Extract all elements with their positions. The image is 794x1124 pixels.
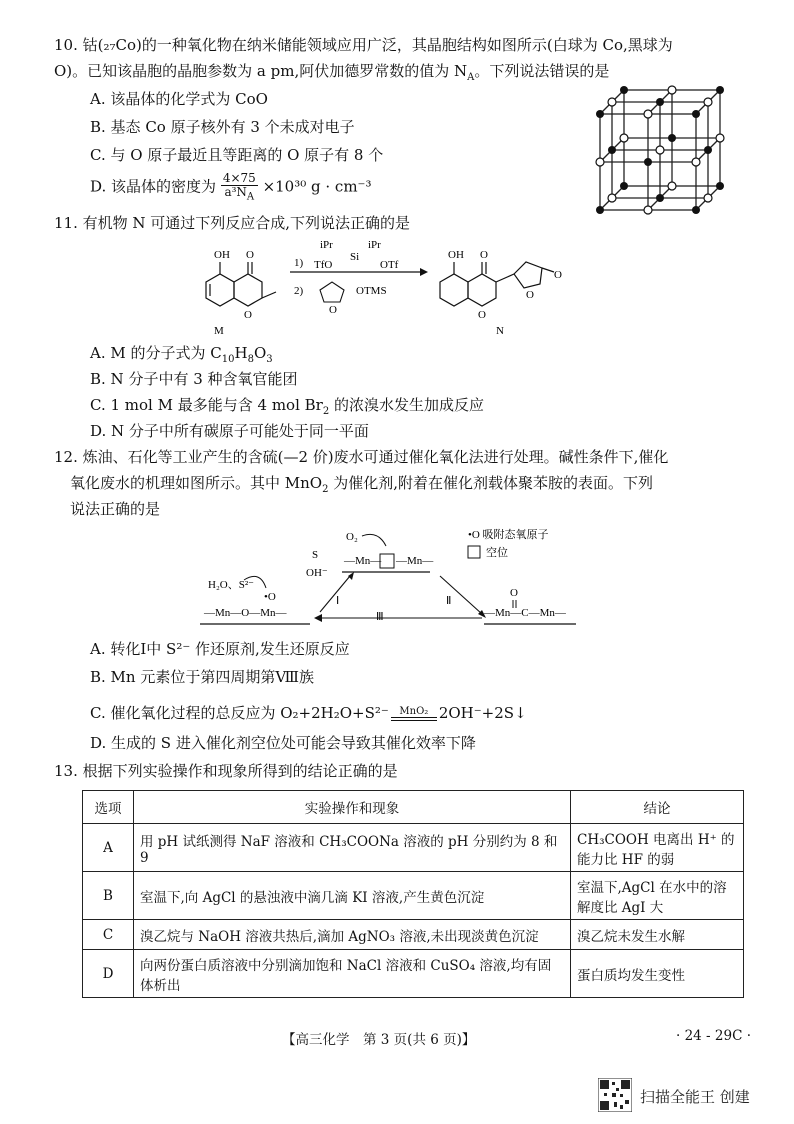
legend-vacancy: 空位	[486, 547, 508, 559]
svg-text:OH⁻: OH⁻	[306, 567, 328, 579]
density-fraction: $\frac{4\times 75}{a^3N_A}$	[222, 171, 256, 203]
m-oh-label: OH	[214, 249, 230, 261]
q10-stem-line1: 10. 钴(₂₇Co)的一种氧化物在纳米储能领域应用广泛，其晶胞结构如图所示(白球为 Co,黑球为	[54, 36, 673, 54]
crystal-cell-figure	[590, 80, 732, 216]
q13-stem: 13. 根据下列实验操作和现象所得到的结论正确的是	[54, 762, 398, 780]
m-carbonyl-o: O	[246, 249, 254, 261]
molecule-n	[440, 262, 554, 306]
svg-text:OTMS: OTMS	[356, 285, 387, 297]
header-conclusion: 结论	[571, 791, 744, 824]
table-row: B 室温下,向 AgCl 的悬浊液中滴几滴 KI 溶液,产生黄色沉淀 室温下,AgCl 在水中的溶解度比 AgI 大	[83, 872, 744, 920]
q12-stem-line2: 氧化废水的机理如图所示。其中 MnO$_2$ 为催化剂,附着在催化剂载体聚苯胺的表面。下列	[70, 474, 654, 495]
svg-text:iPr: iPr	[320, 239, 333, 251]
svg-text:TfO: TfO	[314, 259, 333, 271]
svg-text:—Mn—C—Mn—: —Mn—C—Mn—	[484, 607, 566, 619]
n-oh-label: OH	[448, 249, 464, 261]
page-code: · 24 - 29C ·	[676, 1028, 751, 1044]
page-footer: 【高三化学 第 3 页(共 6 页)】	[282, 1032, 476, 1048]
table-row: D 向两份蛋白质溶液中分别滴加饱和 NaCl 溶液和 CuSO₄ 溶液,均有固体析出 蛋白质均发生变性	[83, 950, 744, 998]
experiment-table	[82, 790, 744, 998]
n-carbonyl-o: O	[480, 249, 488, 261]
table-row: A 用 pH 试纸测得 NaF 溶液和 CH₃COONa 溶液的 pH 分别约为 8 和 9 CH₃COOH 电离出 H⁺ 的能力比 HF 的弱	[83, 824, 744, 872]
q11-option-d: D. N 分子中所有碳原子可能处于同一平面	[90, 422, 369, 440]
svg-text:Ⅲ: Ⅲ	[376, 611, 384, 623]
mechanism-diagram	[200, 522, 580, 634]
q12-stem-line1: 12. 炼油、石化等工业产生的含硫(—2 价)废水可通过催化氧化法进行处理。碱性条件下,催化	[54, 448, 669, 466]
svg-text:Ⅱ: Ⅱ	[446, 595, 452, 607]
legend-vacancy-box	[468, 546, 480, 558]
svg-text:O: O	[510, 587, 518, 599]
q10-stem-line2: O)。已知该晶胞的晶胞参数为 a pm,阿伏加德罗常数的值为 $N_A$。下列说法错误的是	[54, 62, 610, 83]
q11-option-c: C. 1 mol M 最多能与含 4 mol $Br_2$ 的浓溴水发生加成反应	[90, 396, 484, 417]
svg-text:iPr: iPr	[368, 239, 381, 251]
qr-code-icon	[598, 1078, 632, 1112]
reaction-scheme	[190, 238, 610, 338]
scanner-watermark: 扫描全能王 创建	[640, 1088, 750, 1106]
n-lactone-carbonyl: O	[554, 269, 562, 281]
svg-text:Ⅰ: Ⅰ	[336, 595, 340, 607]
table-row: C 溴乙烷与 NaOH 溶液共热后,滴加 AgNO₃ 溶液,未出现淡黄色沉淀 溴乙烷未发生水解	[83, 920, 744, 950]
q12-option-a: A. 转化Ⅰ中 S²⁻ 作还原剂,发生还原反应	[90, 640, 350, 658]
label-n: N	[496, 325, 504, 337]
svg-text:•O: •O	[264, 591, 276, 603]
q10-option-d: D. 该晶体的密度为 $\frac{4\times 75}{a^3N_A}$ ×10³⁰ g · cm⁻³	[90, 171, 372, 203]
svg-text:1): 1)	[294, 257, 304, 269]
molecule-m	[206, 262, 276, 306]
svg-text:OTf: OTf	[380, 259, 399, 271]
q12-stem-line3: 说法正确的是	[70, 500, 161, 518]
header-option: 选项	[83, 791, 134, 824]
n-ring-o: O	[478, 309, 486, 321]
q10-option-b: B. 基态 Co 原子核外有 3 个未成对电子	[90, 118, 355, 136]
label-m: M	[214, 325, 224, 337]
q12-option-d: D. 生成的 S 进入催化剂空位处可能会导致其催化效率下降	[90, 734, 476, 752]
q12-option-c: C. 催化氧化过程的总反应为 O₂+2H₂O+S²⁻ MnO₂ 2OH⁻+2S↓	[90, 704, 527, 722]
legend-adsorbed-o: •O 吸附态氧原子	[468, 529, 549, 541]
svg-text:—Mn—O—Mn—: —Mn—O—Mn—	[204, 607, 287, 619]
table-header-row	[83, 791, 744, 824]
svg-text:S: S	[312, 549, 319, 561]
q10-option-c: C. 与 O 原子最近且等距离的 O 原子有 8 个	[90, 146, 384, 164]
q12-option-b: B. Mn 元素位于第四周期第Ⅷ族	[90, 668, 314, 686]
m-ring-o: O	[244, 309, 252, 321]
q11-option-b: B. N 分子中有 3 种含氧官能团	[90, 370, 298, 388]
svg-text:H₂O、S²⁻: H₂O、S²⁻	[208, 579, 254, 591]
svg-text:—Mn—: —Mn—	[344, 555, 382, 567]
svg-text:Si: Si	[350, 251, 360, 263]
q11-option-a: A. M 的分子式为 $C_{10}H_8O_3$	[90, 344, 273, 365]
svg-text:—Mn—: —Mn—	[396, 555, 434, 567]
header-operation: 实验操作和现象	[134, 791, 571, 824]
q10-option-a: A. 该晶体的化学式为 CoO	[90, 90, 268, 108]
q11-stem: 11. 有机物 N 可通过下列反应合成,下列说法正确的是	[54, 214, 411, 232]
svg-text:2): 2)	[294, 285, 304, 297]
n-lactone-o: O	[526, 289, 534, 301]
svg-text:O₂: O₂	[346, 531, 358, 543]
svg-text:O: O	[329, 304, 337, 316]
